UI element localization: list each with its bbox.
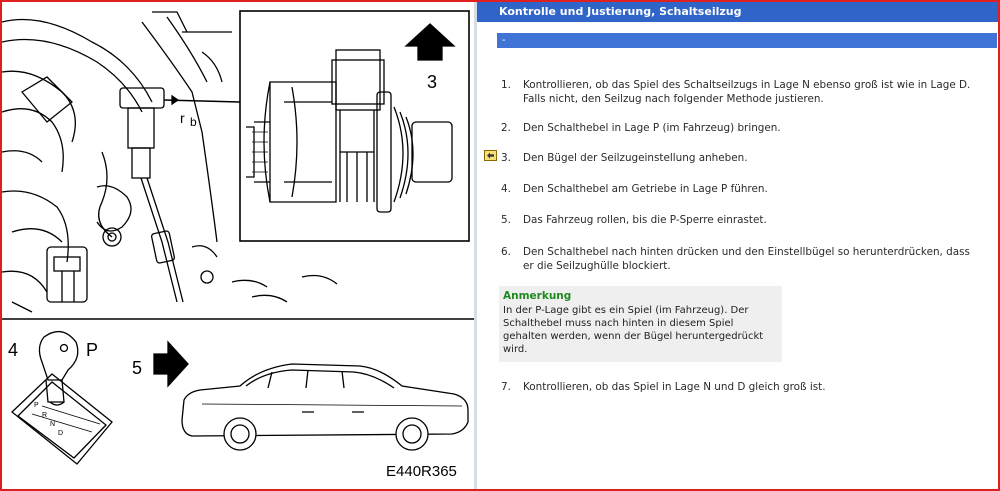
engine-bay-drawing [2,12,337,312]
list-item: 6. Den Schalthebel nach hinten drücken und den Einstellbügel so herunterdrücken, dass er die Seilzughülle blockiert. [501,246,970,272]
list-item: 5. Das Fahrzeug rollen, bis die P-Sperre einrastet. [501,214,767,226]
svg-text:R: R [42,412,48,419]
arrow-right-icon [154,342,188,386]
back-arrow-icon[interactable] [484,150,497,161]
svg-text:D: D [58,430,64,437]
document-title: Kontrolle und Justierung, Schaltseilzug [477,2,998,22]
callout-3: 3 [427,72,438,92]
svg-text:P: P [34,402,39,409]
list-item: 3. Den Bügel der Seilzugeinstellung anheben. [501,152,748,164]
technical-illustration [2,2,474,489]
document-pane [477,2,998,489]
callout-4: 4 [8,340,19,360]
svg-text:b: b [190,115,197,129]
list-item: 7. Kontrollieren, ob das Spiel in Lage N und D gleich groß ist. [501,381,826,393]
cable-adjuster-drawing [246,50,452,212]
svg-text:r: r [180,110,185,126]
section-header-bar: - [497,33,997,48]
list-item: 1. Kontrollieren, ob das Spiel des Schaltseilzugs in Lage N ebenso groß ist wie in Lage D. Falls nicht, den Seilzug nach folgender Methode justieren. [501,79,971,105]
car-side-drawing [182,364,468,450]
svg-text:N: N [50,421,56,428]
note-title: Anmerkung [503,290,572,302]
callout-5: 5 [132,358,143,378]
list-item: 4. Den Schalthebel am Getriebe in Lage P führen. [501,183,768,195]
arrow-up-icon [406,24,454,60]
note-text: In der P-Lage gibt es ein Spiel (im Fahrzeug). Der Schalthebel muss nach hinten in diesem Spiel gehalten werden, wenn der Bügel heruntergedrückt wird. [503,305,764,355]
figure-code: E440R365 [386,463,457,480]
note-box [499,286,782,362]
list-item: 2. Den Schalthebel in Lage P (im Fahrzeug) bringen. [501,122,781,134]
callout-p: P [86,340,99,360]
